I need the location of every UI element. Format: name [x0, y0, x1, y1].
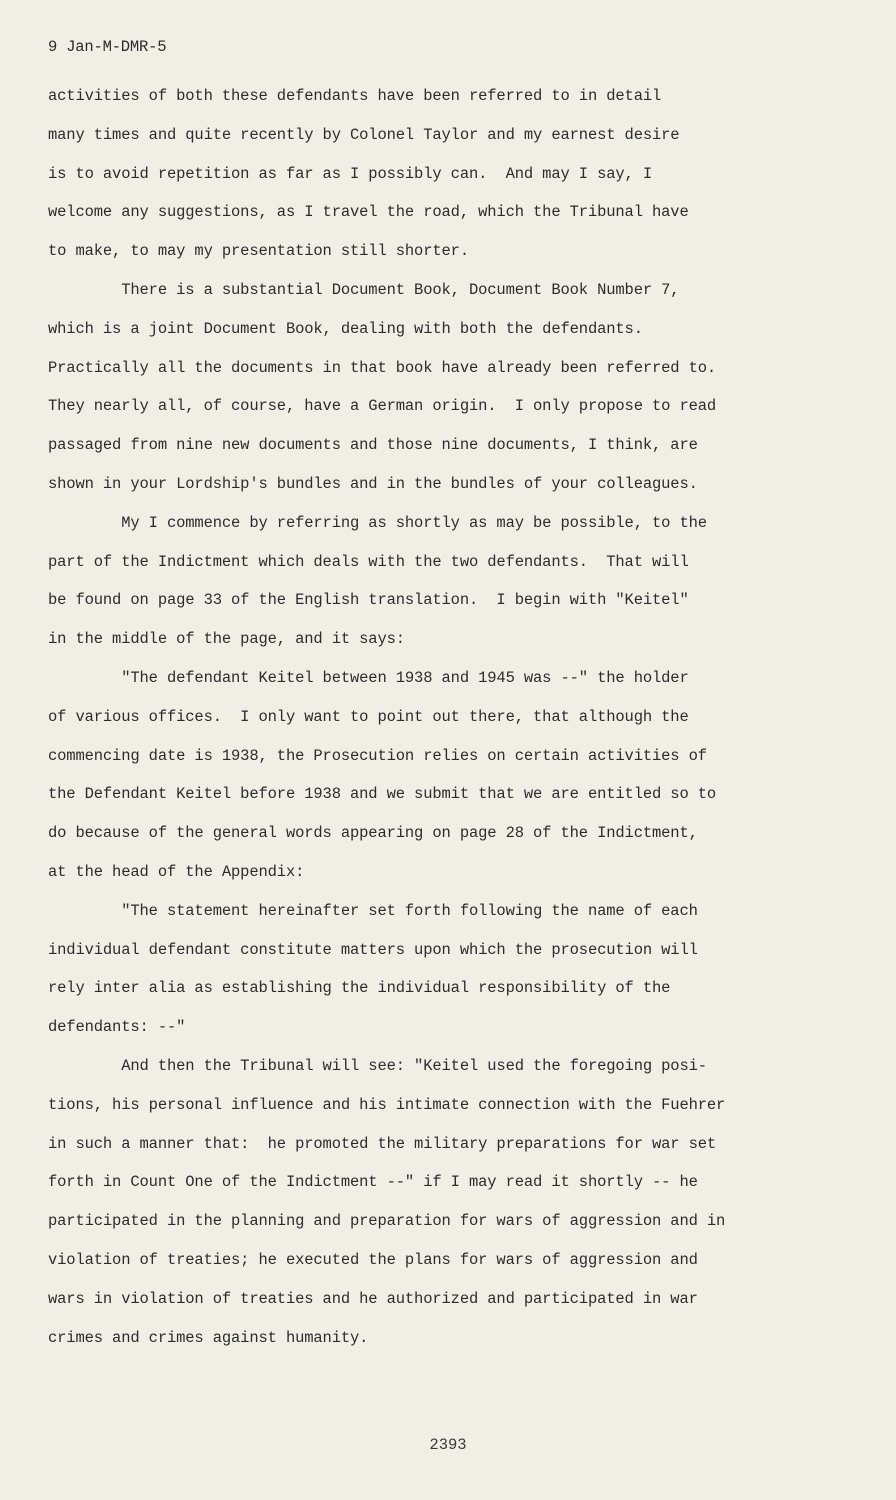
text-line: is to avoid repetition as far as I possibly can. And may I say, I: [48, 164, 653, 183]
page-header: 9 Jan-M-DMR-5: [48, 38, 167, 56]
text-line: individual defendant constitute matters upon which the prosecution will: [48, 940, 698, 959]
page-number: 2393: [429, 1436, 467, 1454]
text-line: tions, his personal influence and his intimate connection with the Fuehrer: [48, 1095, 726, 1114]
text-line: defendants: --": [48, 1018, 186, 1037]
text-line: which is a joint Document Book, dealing with both the defendants.: [48, 319, 643, 338]
text-line: forth in Count One of the Indictment --" if I may read it shortly -- he: [48, 1173, 698, 1192]
text-line: They nearly all, of course, have a German origin. I only propose to read: [48, 397, 717, 416]
text-line: shown in your Lordship's bundles and in the bundles of your colleagues.: [48, 474, 698, 493]
text-line: in the middle of the page, and it says:: [48, 630, 405, 649]
text-line: "The defendant Keitel between 1938 and 1945 was --" the holder: [48, 668, 689, 687]
text-line: Practically all the documents in that book have already been referred to.: [48, 358, 717, 377]
text-line: at the head of the Appendix:: [48, 862, 305, 881]
text-line: participated in the planning and preparation for wars of aggression and in: [48, 1212, 726, 1231]
text-line: And then the Tribunal will see: "Keitel used the foregoing posi-: [48, 1056, 707, 1075]
text-line: do because of the general words appearing on page 28 of the Indictment,: [48, 824, 698, 843]
text-line: to make, to may my presentation still shorter.: [48, 242, 469, 261]
body-text: [48, 77, 878, 1357]
text-line: passaged from nine new documents and those nine documents, I think, are: [48, 436, 698, 455]
text-line: violation of treaties; he executed the plans for wars of aggression and: [48, 1250, 698, 1269]
text-line: many times and quite recently by Colonel Taylor and my earnest desire: [48, 125, 680, 144]
text-line: be found on page 33 of the English translation. I begin with "Keitel": [48, 591, 689, 610]
text-line: the Defendant Keitel before 1938 and we submit that we are entitled so to: [48, 785, 717, 804]
text-line: of various offices. I only want to point out there, that although the: [48, 707, 689, 726]
text-line: wars in violation of treaties and he authorized and participated in war: [48, 1289, 698, 1308]
text-line: rely inter alia as establishing the individual responsibility of the: [48, 979, 671, 998]
text-line: activities of both these defendants have been referred to in detail: [48, 87, 662, 105]
text-line: part of the Indictment which deals with the two defendants. That will: [48, 552, 689, 571]
text-line: My I commence by referring as shortly as may be possible, to the: [48, 513, 707, 532]
text-line: There is a substantial Document Book, Document Book Number 7,: [48, 280, 680, 299]
text-line: "The statement hereinafter set forth following the name of each: [48, 901, 698, 920]
text-line: welcome any suggestions, as I travel the road, which the Tribunal have: [48, 203, 689, 222]
text-line: in such a manner that: he promoted the military preparations for war set: [48, 1134, 717, 1153]
text-line: crimes and crimes against humanity.: [48, 1328, 369, 1347]
text-line: commencing date is 1938, the Prosecution relies on certain activities of: [48, 746, 707, 765]
